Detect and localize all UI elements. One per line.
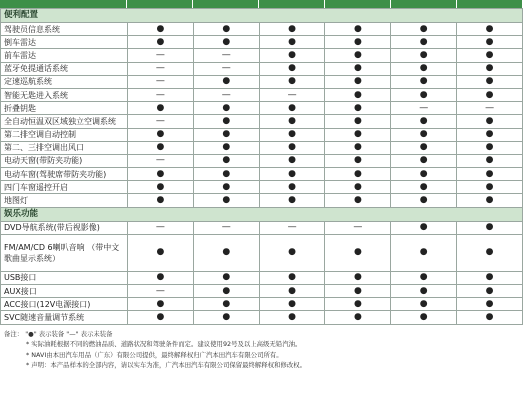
feature-value: ● bbox=[325, 271, 391, 284]
feature-value: ● bbox=[325, 75, 391, 88]
feature-value: ● bbox=[193, 36, 259, 49]
section-title: 娱乐功能 bbox=[1, 207, 523, 221]
feature-value: ● bbox=[325, 88, 391, 101]
feature-value: ● bbox=[193, 115, 259, 128]
feature-value: — bbox=[128, 285, 194, 298]
table-row bbox=[1, 271, 523, 284]
legend-text: "●" 表示装备 "—" 表示未装备 bbox=[25, 329, 113, 338]
feature-value: ● bbox=[325, 128, 391, 141]
feature-value: ● bbox=[391, 88, 457, 101]
table-row bbox=[1, 62, 523, 75]
feature-value: — bbox=[193, 221, 259, 234]
note-line: * NAVI由本田汽车用品（广东）有限公司提供，最终解释权归广汽本田汽车有限公司所有。 bbox=[26, 350, 283, 359]
feature-value: ● bbox=[325, 102, 391, 115]
feature-value: ● bbox=[259, 49, 325, 62]
table-row bbox=[1, 141, 523, 154]
feature-value: ● bbox=[325, 115, 391, 128]
feature-value: ● bbox=[391, 154, 457, 167]
feature-value: ● bbox=[193, 285, 259, 298]
table-row bbox=[1, 115, 523, 128]
feature-value: ● bbox=[259, 285, 325, 298]
table-row bbox=[1, 36, 523, 49]
feature-value: ● bbox=[259, 194, 325, 207]
feature-value: ● bbox=[457, 36, 523, 49]
feature-value: ● bbox=[457, 298, 523, 311]
table-row bbox=[1, 102, 523, 115]
feature-label: 地图灯 bbox=[1, 194, 128, 207]
spec-table bbox=[0, 8, 523, 325]
feature-label: 电动天窗(带防夹功能) bbox=[1, 154, 128, 167]
feature-label: 电动车窗(驾驶席带防夹功能) bbox=[1, 168, 128, 181]
feature-label: 智能无匙进入系统 bbox=[1, 88, 128, 101]
feature-value: ● bbox=[457, 141, 523, 154]
feature-value: — bbox=[128, 62, 194, 75]
table-row bbox=[1, 181, 523, 194]
feature-value: ● bbox=[128, 298, 194, 311]
feature-value: ● bbox=[259, 271, 325, 284]
feature-value: ● bbox=[325, 23, 391, 36]
table-row bbox=[1, 221, 523, 234]
feature-value: ● bbox=[391, 194, 457, 207]
feature-value: ● bbox=[457, 49, 523, 62]
feature-value: ● bbox=[391, 49, 457, 62]
feature-value: ● bbox=[457, 75, 523, 88]
feature-label: AUX接口 bbox=[1, 285, 128, 298]
feature-value: ● bbox=[259, 234, 325, 271]
feature-value: — bbox=[128, 221, 194, 234]
feature-value: ● bbox=[457, 234, 523, 271]
feature-value: — bbox=[457, 102, 523, 115]
feature-value: — bbox=[128, 75, 194, 88]
feature-value: ● bbox=[259, 23, 325, 36]
feature-label: 折叠钥匙 bbox=[1, 102, 128, 115]
feature-value: — bbox=[128, 49, 194, 62]
feature-value: ● bbox=[193, 75, 259, 88]
feature-value: ● bbox=[128, 23, 194, 36]
table-row bbox=[1, 75, 523, 88]
feature-value: ● bbox=[259, 115, 325, 128]
feature-value: ● bbox=[391, 36, 457, 49]
feature-value: ● bbox=[259, 311, 325, 324]
feature-value: ● bbox=[391, 23, 457, 36]
table-row bbox=[1, 128, 523, 141]
feature-value: ● bbox=[391, 141, 457, 154]
feature-value: ● bbox=[128, 181, 194, 194]
table-row bbox=[1, 311, 523, 324]
feature-value: ● bbox=[325, 36, 391, 49]
feature-value: ● bbox=[193, 154, 259, 167]
feature-value: ● bbox=[325, 181, 391, 194]
table-row bbox=[1, 285, 523, 298]
feature-value: ● bbox=[391, 298, 457, 311]
header-bar bbox=[0, 0, 523, 8]
feature-value: ● bbox=[325, 298, 391, 311]
feature-value: ● bbox=[457, 154, 523, 167]
feature-value: ● bbox=[457, 62, 523, 75]
feature-label: SVC随速音量调节系统 bbox=[1, 311, 128, 324]
feature-value: ● bbox=[259, 141, 325, 154]
table-row bbox=[1, 298, 523, 311]
feature-value: ● bbox=[128, 128, 194, 141]
feature-value: — bbox=[325, 221, 391, 234]
feature-value: ● bbox=[391, 168, 457, 181]
feature-value: ● bbox=[193, 141, 259, 154]
feature-value: ● bbox=[193, 271, 259, 284]
table-row bbox=[1, 88, 523, 101]
feature-value: ● bbox=[259, 102, 325, 115]
feature-label: 前车雷达 bbox=[1, 49, 128, 62]
feature-value: ● bbox=[325, 168, 391, 181]
feature-value: ● bbox=[391, 62, 457, 75]
feature-value: ● bbox=[193, 194, 259, 207]
feature-value: ● bbox=[391, 115, 457, 128]
feature-label: 蓝牙免提通话系统 bbox=[1, 62, 128, 75]
feature-value: ● bbox=[193, 311, 259, 324]
feature-value: ● bbox=[391, 181, 457, 194]
feature-value: ● bbox=[325, 234, 391, 271]
feature-value: — bbox=[193, 88, 259, 101]
feature-value: — bbox=[193, 49, 259, 62]
feature-value: ● bbox=[193, 102, 259, 115]
feature-label: 第二排空调自动控制 bbox=[1, 128, 128, 141]
feature-label: ACC接口(12V电源接口) bbox=[1, 298, 128, 311]
feature-value: ● bbox=[457, 221, 523, 234]
feature-value: ● bbox=[457, 88, 523, 101]
feature-value: ● bbox=[325, 141, 391, 154]
table-row bbox=[1, 154, 523, 167]
feature-label: DVD导航系统(带后视影像) bbox=[1, 221, 128, 234]
feature-label: USB接口 bbox=[1, 271, 128, 284]
feature-value: ● bbox=[457, 115, 523, 128]
feature-value: — bbox=[391, 102, 457, 115]
feature-value: ● bbox=[457, 285, 523, 298]
feature-label: 四门车窗遥控开启 bbox=[1, 181, 128, 194]
feature-value: ● bbox=[457, 311, 523, 324]
feature-value: ● bbox=[391, 285, 457, 298]
feature-value: ● bbox=[128, 36, 194, 49]
table-row bbox=[1, 194, 523, 207]
feature-value: ● bbox=[457, 168, 523, 181]
feature-value: — bbox=[259, 221, 325, 234]
feature-value: ● bbox=[193, 234, 259, 271]
note-line: * 声明：本产品样本的全部内容，请以实车为准，广汽本田汽车有限公司保留最终解释权和修改权。 bbox=[26, 361, 307, 370]
feature-value: ● bbox=[193, 23, 259, 36]
feature-value: ● bbox=[457, 181, 523, 194]
section-header bbox=[1, 9, 523, 23]
feature-value: ● bbox=[259, 62, 325, 75]
feature-value: ● bbox=[128, 194, 194, 207]
feature-label: 驾驶员信息系统 bbox=[1, 23, 128, 36]
feature-value: ● bbox=[128, 168, 194, 181]
feature-value: ● bbox=[325, 154, 391, 167]
feature-value: ● bbox=[259, 181, 325, 194]
feature-value: ● bbox=[325, 49, 391, 62]
feature-value: ● bbox=[128, 234, 194, 271]
feature-value: ● bbox=[457, 23, 523, 36]
legend-note bbox=[4, 329, 519, 340]
feature-value: ● bbox=[325, 311, 391, 324]
table-row bbox=[1, 49, 523, 62]
feature-label: 倒车雷达 bbox=[1, 36, 128, 49]
feature-value: ● bbox=[259, 36, 325, 49]
feature-value: ● bbox=[325, 285, 391, 298]
feature-value: ● bbox=[325, 194, 391, 207]
feature-value: — bbox=[128, 88, 194, 101]
feature-value: ● bbox=[391, 311, 457, 324]
table-row bbox=[1, 234, 523, 271]
feature-value: ● bbox=[457, 128, 523, 141]
feature-value: ● bbox=[193, 298, 259, 311]
feature-value: ● bbox=[128, 271, 194, 284]
feature-label: FM/AM/CD 6喇叭音响 （带中文歌曲显示系统） bbox=[1, 234, 128, 271]
feature-value: ● bbox=[391, 271, 457, 284]
note-line: * 实际油耗根据不同的燃油品质、道路状况和驾驶条件而定。建议使用92号及以上高级无铅汽油。 bbox=[26, 340, 302, 349]
note-prefix: 备注： bbox=[4, 329, 24, 338]
feature-value: — bbox=[128, 154, 194, 167]
table-row bbox=[1, 168, 523, 181]
feature-value: ● bbox=[193, 128, 259, 141]
feature-value: ● bbox=[128, 311, 194, 324]
feature-value: ● bbox=[193, 168, 259, 181]
feature-value: — bbox=[259, 88, 325, 101]
feature-value: ● bbox=[391, 221, 457, 234]
feature-value: ● bbox=[259, 298, 325, 311]
table-row bbox=[1, 23, 523, 36]
feature-value: — bbox=[193, 62, 259, 75]
feature-label: 全自动恒温双区域独立空调系统 bbox=[1, 115, 128, 128]
feature-value: ● bbox=[391, 234, 457, 271]
feature-value: — bbox=[128, 115, 194, 128]
feature-value: ● bbox=[259, 128, 325, 141]
feature-value: ● bbox=[457, 194, 523, 207]
feature-value: ● bbox=[259, 168, 325, 181]
feature-value: ● bbox=[325, 62, 391, 75]
feature-value: ● bbox=[193, 181, 259, 194]
feature-value: ● bbox=[259, 154, 325, 167]
feature-value: ● bbox=[128, 102, 194, 115]
feature-label: 定速巡航系统 bbox=[1, 75, 128, 88]
feature-value: ● bbox=[391, 75, 457, 88]
feature-value: ● bbox=[259, 75, 325, 88]
feature-label: 第二、三排空调出风口 bbox=[1, 141, 128, 154]
footnotes bbox=[0, 325, 523, 371]
feature-value: ● bbox=[457, 271, 523, 284]
section-title: 便利配置 bbox=[1, 9, 523, 23]
feature-value: ● bbox=[128, 141, 194, 154]
feature-value: ● bbox=[391, 128, 457, 141]
section-header bbox=[1, 207, 523, 221]
